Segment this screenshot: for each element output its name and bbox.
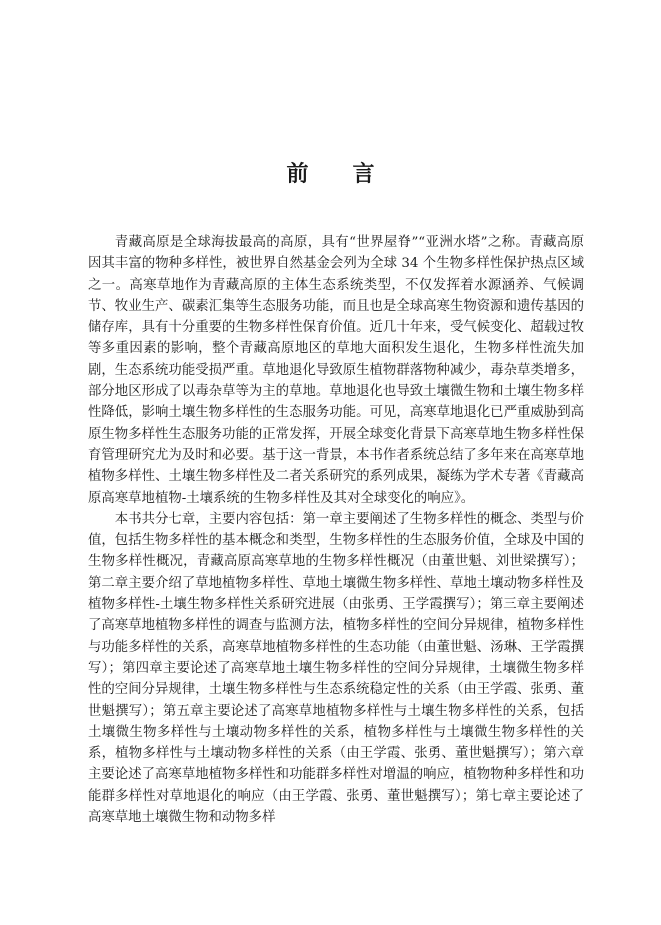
preface-title: [0, 157, 661, 188]
preface-body: [88, 232, 584, 828]
paragraph-2: 本书共分七章，主要内容包括：第一章主要阐述了生物多样性的概念、类型与价值，包括生物多样性的基本概念和类型，生物多样性的生态服务价值，全球及中国的生物多样性概况，青藏高原高寒草地的生物多样性概况（由董世魁、刘世梁撰写）；第二章主要介绍了草地植物多样性、草地土壤微生物多样性、草地土壤动物多样性及植物多样性-土壤生物多样性关系研究进展（由张勇、王学霞撰写）；第三章主要阐述了高寒草地植物多样性的调查与监测方法，植物多样性的空间分异规律，植物多样性与功能多样性的关系，高寒草地植物多样性的生态功能（由董世魁、汤琳、王学霞撰写）；第四章主要论述了高寒草地土壤生物多样性的空间分异规律，土壤微生物多样性的空间分异规律，土壤生物多样性与生态系统稳定性的关系（由王学霞、张勇、董世魁撰写）；第五章主要论述了高寒草地植物多样性与土壤生物多样性的关系，包括土壤微生物多样性与土壤动物多样性的关系，植物多样性与土壤微生物多样性的关系，植物多样性与土壤动物多样性的关系（由王学霞、张勇、董世魁撰写）；第六章主要论述了高寒草地植物多样性和功能群多样性对增温的响应，植物物种多样性和功能群多样性对草地退化的响应（由王学霞、张勇、董世魁撰写）；第七章主要论述了高寒草地土壤微生物和动物多样: [88, 511, 584, 826]
paragraph-1: 青藏高原是全球海拔最高的高原，具有“世界屋脊”“亚洲水塔”之称。青藏高原因其丰富的物种多样性，被世界自然基金会列为全球 34 个生物多样性保护热点区域之一。高寒草地作为青藏高原的主体生态系统类型，不仅发挥着水源涵养、气候调节、牧业生产、碳素汇集等生态服务功能，而且也是全球高寒生物资源和遗传基因的储存库，具有十分重要的生物多样性保育价值。近几十年来，受气候变化、超载过牧等多重因素的影响，整个青藏高原地区的草地大面积发生退化，生物多样性流失加剧，生态系统功能受损严重。草地退化导致原生植物群落物种减少，毒杂草类增多，部分地区形成了以毒杂草等为主的草地。草地退化也导致土壤微生物和土壤生物多样性降低，影响土壤生物多样性的生态服务功能。可见，高寒草地退化已严重威胁到高原生物多样性生态服务功能的正常发挥，开展全球变化背景下高寒草地生物多样性保育管理研究尤为及时和必要。基于这一背景，本书作者系统总结了多年来在高寒草地植物多样性、土壤生物多样性及二者关系研究的系列成果，凝练为学术专著《青藏高原高寒草地植物-土壤系统的生物多样性及其对全球变化的响应》。: [88, 235, 584, 506]
title-char-2: 言: [352, 161, 375, 187]
title-char-1: 前: [286, 161, 309, 187]
